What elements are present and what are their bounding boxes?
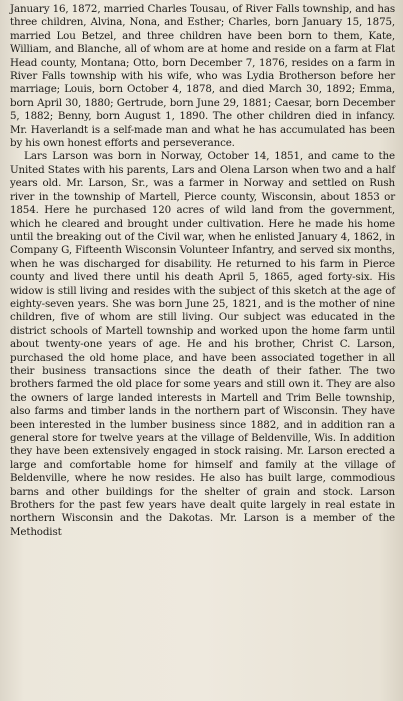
paragraph-lars-larson xyxy=(10,150,395,539)
paragraph-lars-larson-body: was born in Norway, October 14, 1851, and came to the United States with his parents, Lars and Olena Larson when two and a half years old. Mr. Larson, Sr., was a farmer in Norway and settled on Rush river in the township of Martell, Pierce county, Wisconsin, about 1853 or 1854. Here he purchased 120 acres of wild land from the government, which he cleared and brought under cultivation. Here he made his home until the breaking out of the Civil war, when he enlisted January 4, 1862, in Company G, Fifteenth Wisconsin Volunteer Infantry, and served six months, when he was discharged for disability. He returned to his farm in Pierce county and lived there until his death April 5, 1865, aged forty-six. His widow is still living and resides with the subject of this sketch at the age of eighty-seven years. She was born June 25, 1821, and is the mother of nine children, five of whom are still living. Our subject was educated in the district schools of Martell township and worked upon the home farm until about twenty-one years of age. He and his brother, Christ C. Larson, purchased the old home place, and have been associated together in all their business transactions since the death of their father. The two brothers farmed the old place for some years and still own it. They are also the owners of large landed interests in Martell and Trim Belle township, also farms and timber lands in the northern part of Wisconsin. They have been interested in the lumber business since 1882, and in addition ran a general store for twelve years at the village of Beldenville, Wis. In addition they have been extensively engaged in stock raising. Mr. Larson erected a large and comfortable home for himself and family at the village of Beldenville, where he now resides. He also has built large, commodious barns and other buildings for the shelter of grain and stock. Larson Brothers for the past few years have dealt quite largely in real estate in northern Wisconsin and the Dakotas. Mr. Larson is a member of the Methodist xyxy=(10,150,395,538)
paragraph-haverlandt-family: January 16, 1872, married Charles Tousau, of River Falls township, and has three children, Alvina, Nona, and Esther; Charles, born January 15, 1875, married Lou Betzel, and three children have been born to them, Kate, William, and Blanche, all of whom are at home and reside on a farm at Flat Head county, Montana; Otto, born December 7, 1876, resides on a farm in River Falls township with his wife, who was Lydia Brotherson before her marriage; Louis, born October 4, 1878, and died March 30, 1892; Emma, born April 30, 1880; Gertrude, born June 29, 1881; Caesar, born December 5, 1882; Benny, born August 1, 1890. The other children died in infancy. Mr. Haverlandt is a self-made man and what he has accumulated has been by his own honest efforts and perseverance. xyxy=(10,3,395,150)
biography-subject-name: Lars Larson xyxy=(24,150,89,163)
